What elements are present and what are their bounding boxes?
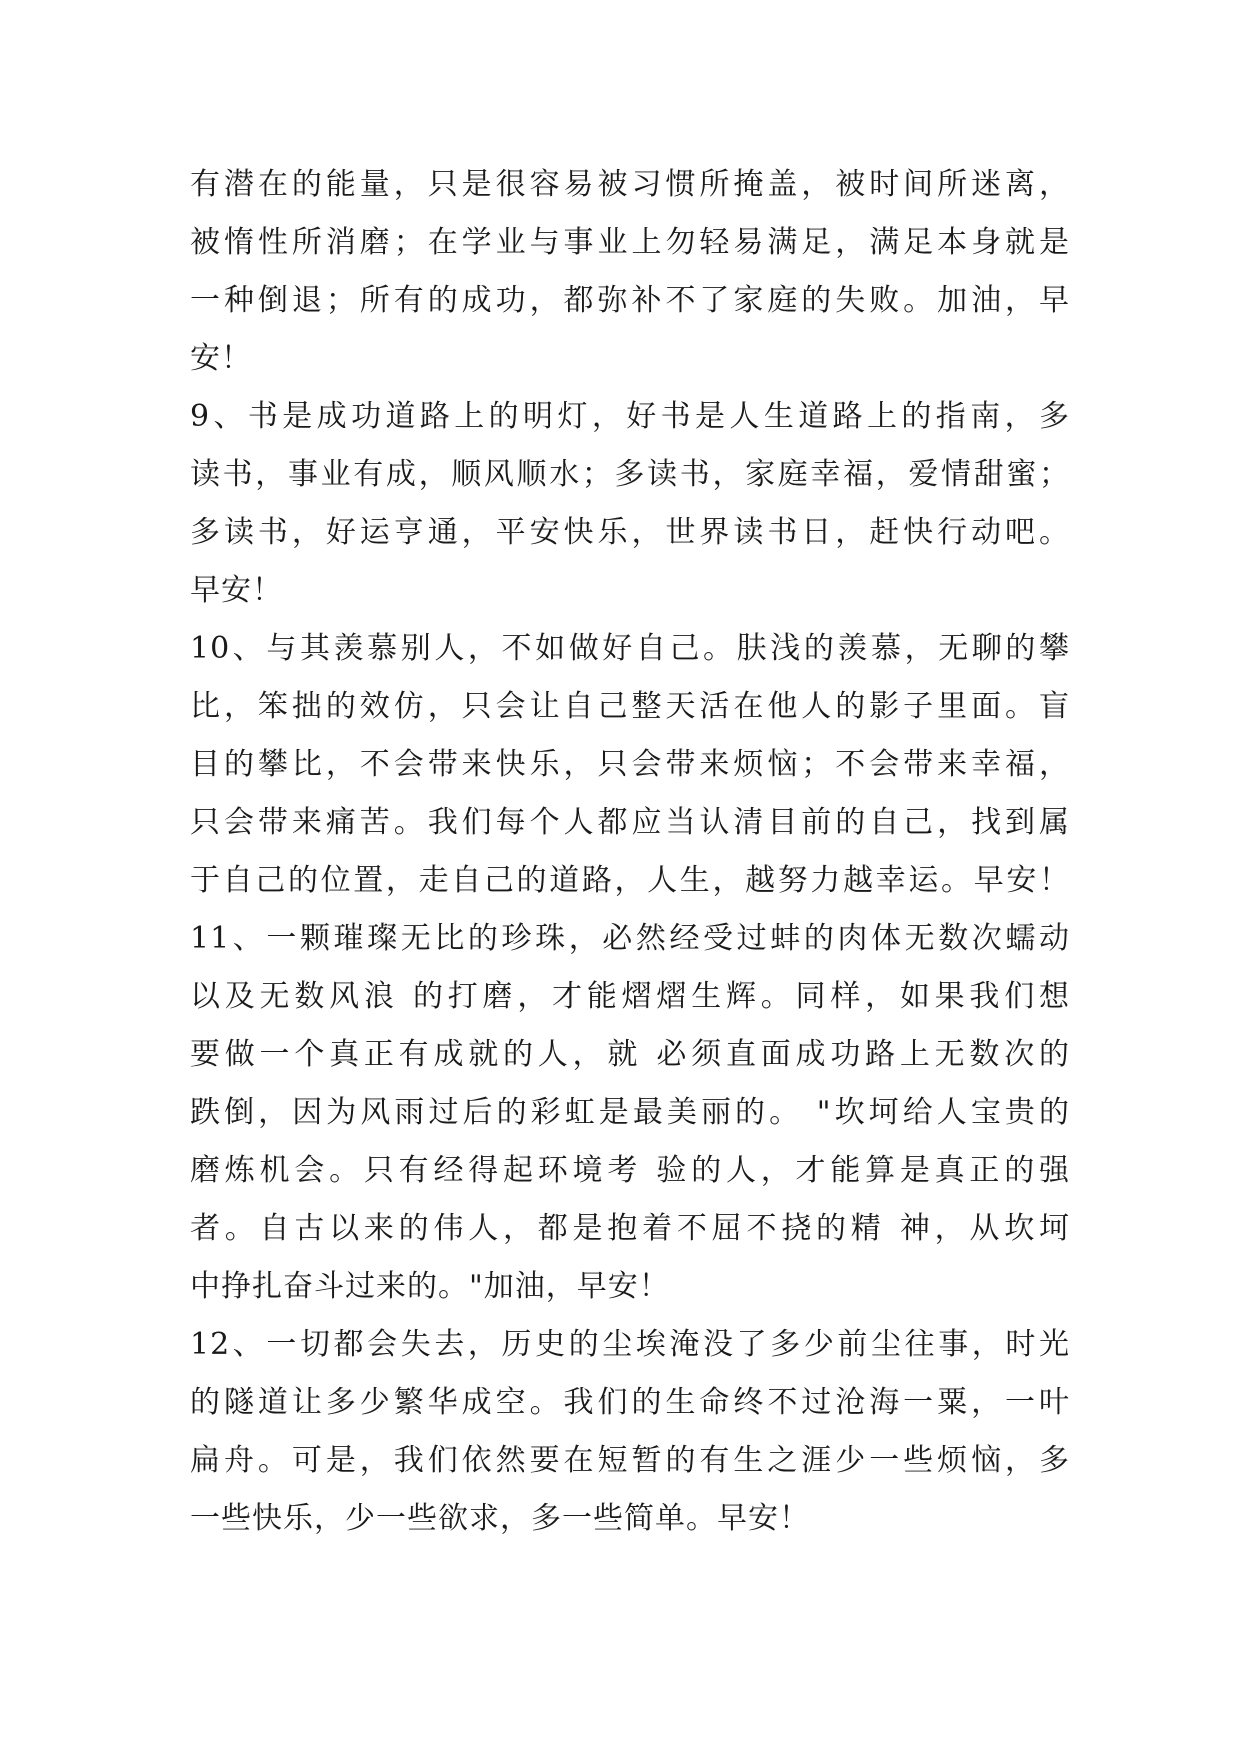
text-line: 扁舟。可是，我们依然要在短暂的有生之涯少一些烦恼，多 (190, 1443, 1070, 1478)
text-line: 安！ (190, 341, 252, 376)
text-line: 只会带来痛苦。我们每个人都应当认清目前的自己，找到属 (190, 805, 1070, 840)
text-line: 多读书，好运亨通，平安快乐，世界读书日，赶快行动吧。 (190, 515, 1070, 550)
text-line: 有潜在的能量，只是很容易被习惯所掩盖，被时间所迷离， (190, 167, 1070, 202)
text-line: 中挣扎奋斗过来的。"加油，早安！ (190, 1269, 670, 1304)
text-line: 10、与其羡慕别人，不如做好自己。肤浅的羡慕，无聊的攀 (190, 631, 1070, 666)
text-line: 磨炼机会。只有经得起环境考 验的人，才能算是真正的强 (190, 1153, 1070, 1188)
text-line: 目的攀比，不会带来快乐，只会带来烦恼；不会带来幸福， (190, 747, 1070, 782)
text-line: 一种倒退；所有的成功，都弥补不了家庭的失败。加油，早 (190, 283, 1070, 318)
text-line: 11、一颗璀璨无比的珍珠，必然经受过蚌的肉体无数次蠕动 (190, 921, 1070, 956)
text-line: 者。自古以来的伟人，都是抱着不屈不挠的精 神，从坎坷 (190, 1211, 1070, 1246)
text-line: 比，笨拙的效仿，只会让自己整天活在他人的影子里面。盲 (190, 689, 1070, 724)
text-line: 的隧道让多少繁华成空。我们的生命终不过沧海一粟，一叶 (190, 1385, 1070, 1420)
text-line: 跌倒，因为风雨过后的彩虹是最美丽的。 "坎坷给人宝贵的 (190, 1095, 1070, 1130)
text-line: 要做一个真正有成就的人，就 必须直面成功路上无数次的 (190, 1037, 1070, 1072)
text-line: 被惰性所消磨；在学业与事业上勿轻易满足，满足本身就是 (190, 225, 1070, 260)
text-line: 一些快乐，少一些欲求，多一些简单。早安！ (190, 1501, 810, 1536)
text-line: 9、书是成功道路上的明灯，好书是人生道路上的指南，多 (190, 399, 1070, 434)
text-line: 读书，事业有成，顺风顺水；多读书，家庭幸福，爱情甜蜜； (190, 457, 1070, 492)
text-line: 12、一切都会失去，历史的尘埃淹没了多少前尘往事，时光 (190, 1327, 1070, 1362)
text-line: 以及无数风浪 的打磨，才能熠熠生辉。同样，如果我们想 (190, 979, 1070, 1014)
text-line: 早安！ (190, 573, 283, 608)
text-line: 于自己的位置，走自己的道路，人生，越努力越幸运。早安！ (190, 863, 1070, 898)
document-body (190, 156, 1070, 1548)
